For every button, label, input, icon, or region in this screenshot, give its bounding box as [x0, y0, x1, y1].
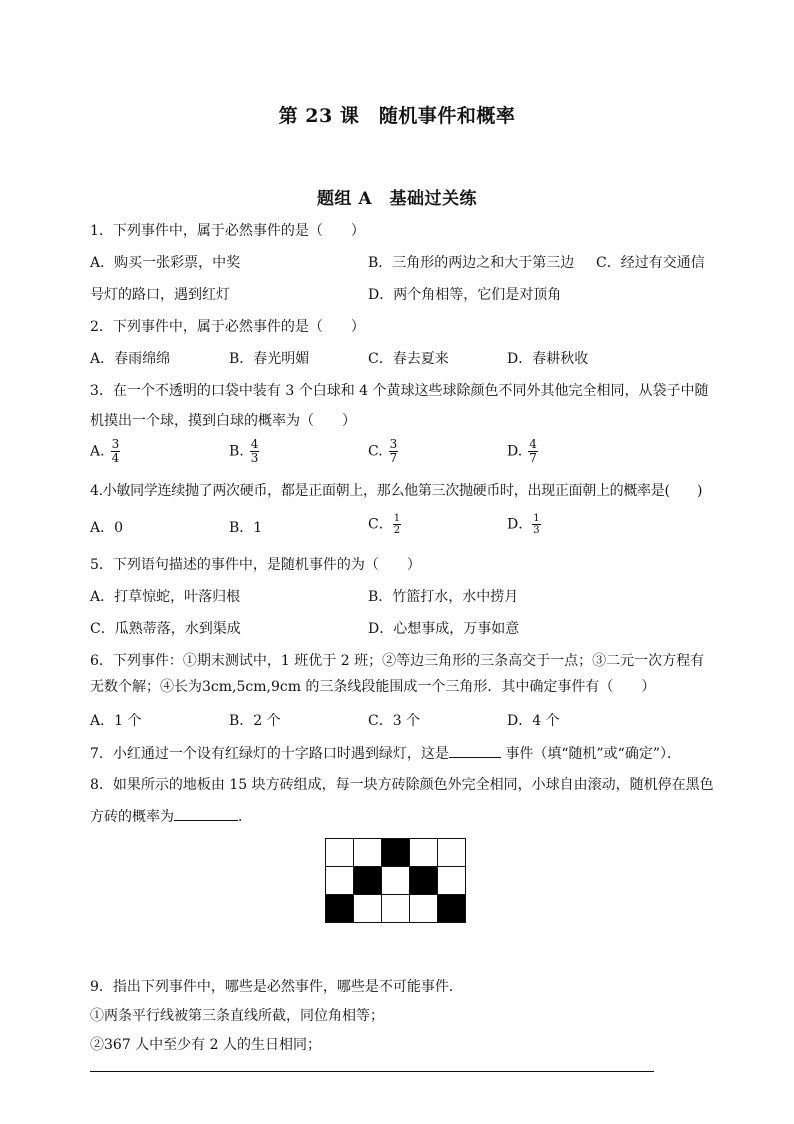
option-label: D. [507, 443, 523, 460]
fraction [111, 438, 121, 465]
q6-option-a: A．1 个 [90, 713, 142, 729]
numerator: 4 [529, 437, 537, 451]
q6-line-2: 无数个解；④长为3cm,5cm,9cm 的三条线段能围成一个三角形．其中确定事件有（ ） [90, 679, 656, 695]
white-tile [382, 867, 410, 895]
option-label: A. [90, 443, 105, 460]
floor-tile-grid [325, 838, 466, 923]
q4-option-b: B．1 [229, 520, 263, 536]
answer-blank[interactable] [449, 743, 501, 758]
q5-option-b: B．竹篮打水，水中捞月 [368, 589, 519, 605]
white-tile [326, 839, 354, 867]
q7-text-after: 事件（填“随机”或“确定”）． [500, 746, 681, 762]
white-tile [438, 867, 466, 895]
q5-stem: 5．下列语句描述的事件中，是随机事件的为（ ） [90, 557, 421, 573]
q3-option-c [368, 438, 398, 465]
page-title: 第 23 课 随机事件和概率 [278, 105, 516, 127]
section-title: 题组 A 基础过关练 [316, 189, 478, 209]
numerator: 4 [250, 437, 259, 451]
fraction [393, 513, 401, 536]
white-tile [354, 839, 382, 867]
q3-line-1: 3．在一个不透明的口袋中装有 3 个白球和 4 个黄球这些球除颜色不同外其他完全相同，从袋子中随 [90, 383, 709, 399]
q6-option-c: C．3 个 [368, 713, 421, 729]
q9-item-1: ①两条平行线被第三条直线所截，同位角相等； [90, 1008, 384, 1024]
fraction [389, 438, 399, 465]
q1-option-d: D．两个角相等，它们是对顶角 [368, 287, 562, 303]
white-tile [382, 895, 410, 923]
numerator: 1 [533, 513, 540, 524]
q3-option-d [507, 438, 538, 465]
black-tile [354, 867, 382, 895]
black-tile [438, 895, 466, 923]
q1-stem: 1．下列事件中，属于必然事件的是（ ） [90, 223, 365, 239]
tile-row [326, 867, 466, 895]
option-label: B. [229, 443, 244, 460]
q2-stem: 2．下列事件中，属于必然事件的是（ ） [90, 319, 365, 335]
q2-option-b: B．春光明媚 [229, 351, 310, 367]
q3-line-2: 机摸出一个球，摸到白球的概率为（ ） [90, 413, 356, 429]
q4-stem: 4.小敏同学连续抛了两次硬币，都是正面朝上，那么他第三次抛硬币时，出现正面朝上的概率是( ) [90, 483, 703, 499]
white-tile [326, 867, 354, 895]
numerator: 1 [393, 513, 401, 524]
q8-line-1: 8．如果所示的地板由 15 块方砖组成，每一块方砖除颜色外完全相同，小球自由滚动，随机停在黑色 [90, 777, 714, 793]
denominator: 7 [389, 451, 398, 465]
q6-line-1: 6．下列事件：①期末测试中，1 班优于 2 班；②等边三角形的三条高交于一点；③二元一次方程有 [90, 653, 705, 669]
black-tile [326, 895, 354, 923]
option-label: C． [368, 516, 393, 533]
black-tile [410, 867, 438, 895]
white-tile [410, 839, 438, 867]
answer-blank[interactable] [174, 806, 238, 821]
q1-option-c-start: C．经过有交通信 [596, 255, 705, 271]
q8-text-before: 方砖的概率为 [90, 809, 174, 825]
q5-option-a: A．打草惊蛇，叶落归根 [90, 589, 241, 605]
q6-option-d: D．4 个 [507, 713, 560, 729]
q5-option-d: D．心想事成，万事如意 [368, 621, 520, 637]
q8-line-2 [90, 806, 252, 827]
answer-line [90, 1071, 654, 1072]
q2-option-c: C．春去夏来 [368, 351, 449, 367]
q1-option-b: B．三角形的两边之和大于第三边 [368, 255, 575, 271]
denominator: 3 [250, 451, 259, 465]
white-tile [438, 839, 466, 867]
q2-option-a: A．春雨绵绵 [90, 351, 171, 367]
fraction [532, 513, 540, 536]
numerator: 3 [389, 437, 398, 451]
q9-item-2: ②367 人中至少有 2 人的生日相同； [90, 1037, 321, 1053]
q2-option-d: D．春耕秋收 [507, 351, 589, 367]
q9-stem: 9．指出下列事件中，哪些是必然事件，哪些是不可能事件． [90, 979, 463, 995]
q4-option-a: A．0 [90, 520, 124, 536]
q7-line [90, 743, 681, 764]
denominator: 3 [533, 525, 540, 536]
fraction [528, 438, 538, 465]
option-label: C. [368, 443, 383, 460]
q3-option-b [229, 438, 259, 465]
q4-option-d [507, 513, 541, 536]
black-tile [382, 839, 410, 867]
q4-option-c [368, 513, 401, 536]
q5-option-c: C．瓜熟蒂落，水到渠成 [90, 621, 241, 637]
q1-option-c-end: 号灯的路口，遇到红灯 [90, 287, 230, 303]
white-tile [410, 895, 438, 923]
numerator: 3 [111, 437, 120, 451]
tile-row [326, 839, 466, 867]
fraction [250, 438, 260, 465]
q3-option-a [90, 438, 120, 465]
denominator: 4 [111, 451, 120, 465]
q8-text-after: ． [238, 809, 252, 825]
option-label: D． [507, 516, 533, 533]
q6-option-b: B．2 个 [229, 713, 281, 729]
denominator: 2 [393, 525, 401, 536]
q7-text-before: 7．小红通过一个设有红绿灯的十字路口时遇到绿灯，这是 [90, 746, 449, 762]
denominator: 7 [529, 451, 537, 465]
q1-option-a: A．购买一张彩票，中奖 [90, 255, 241, 271]
white-tile [354, 895, 382, 923]
tile-row [326, 895, 466, 923]
